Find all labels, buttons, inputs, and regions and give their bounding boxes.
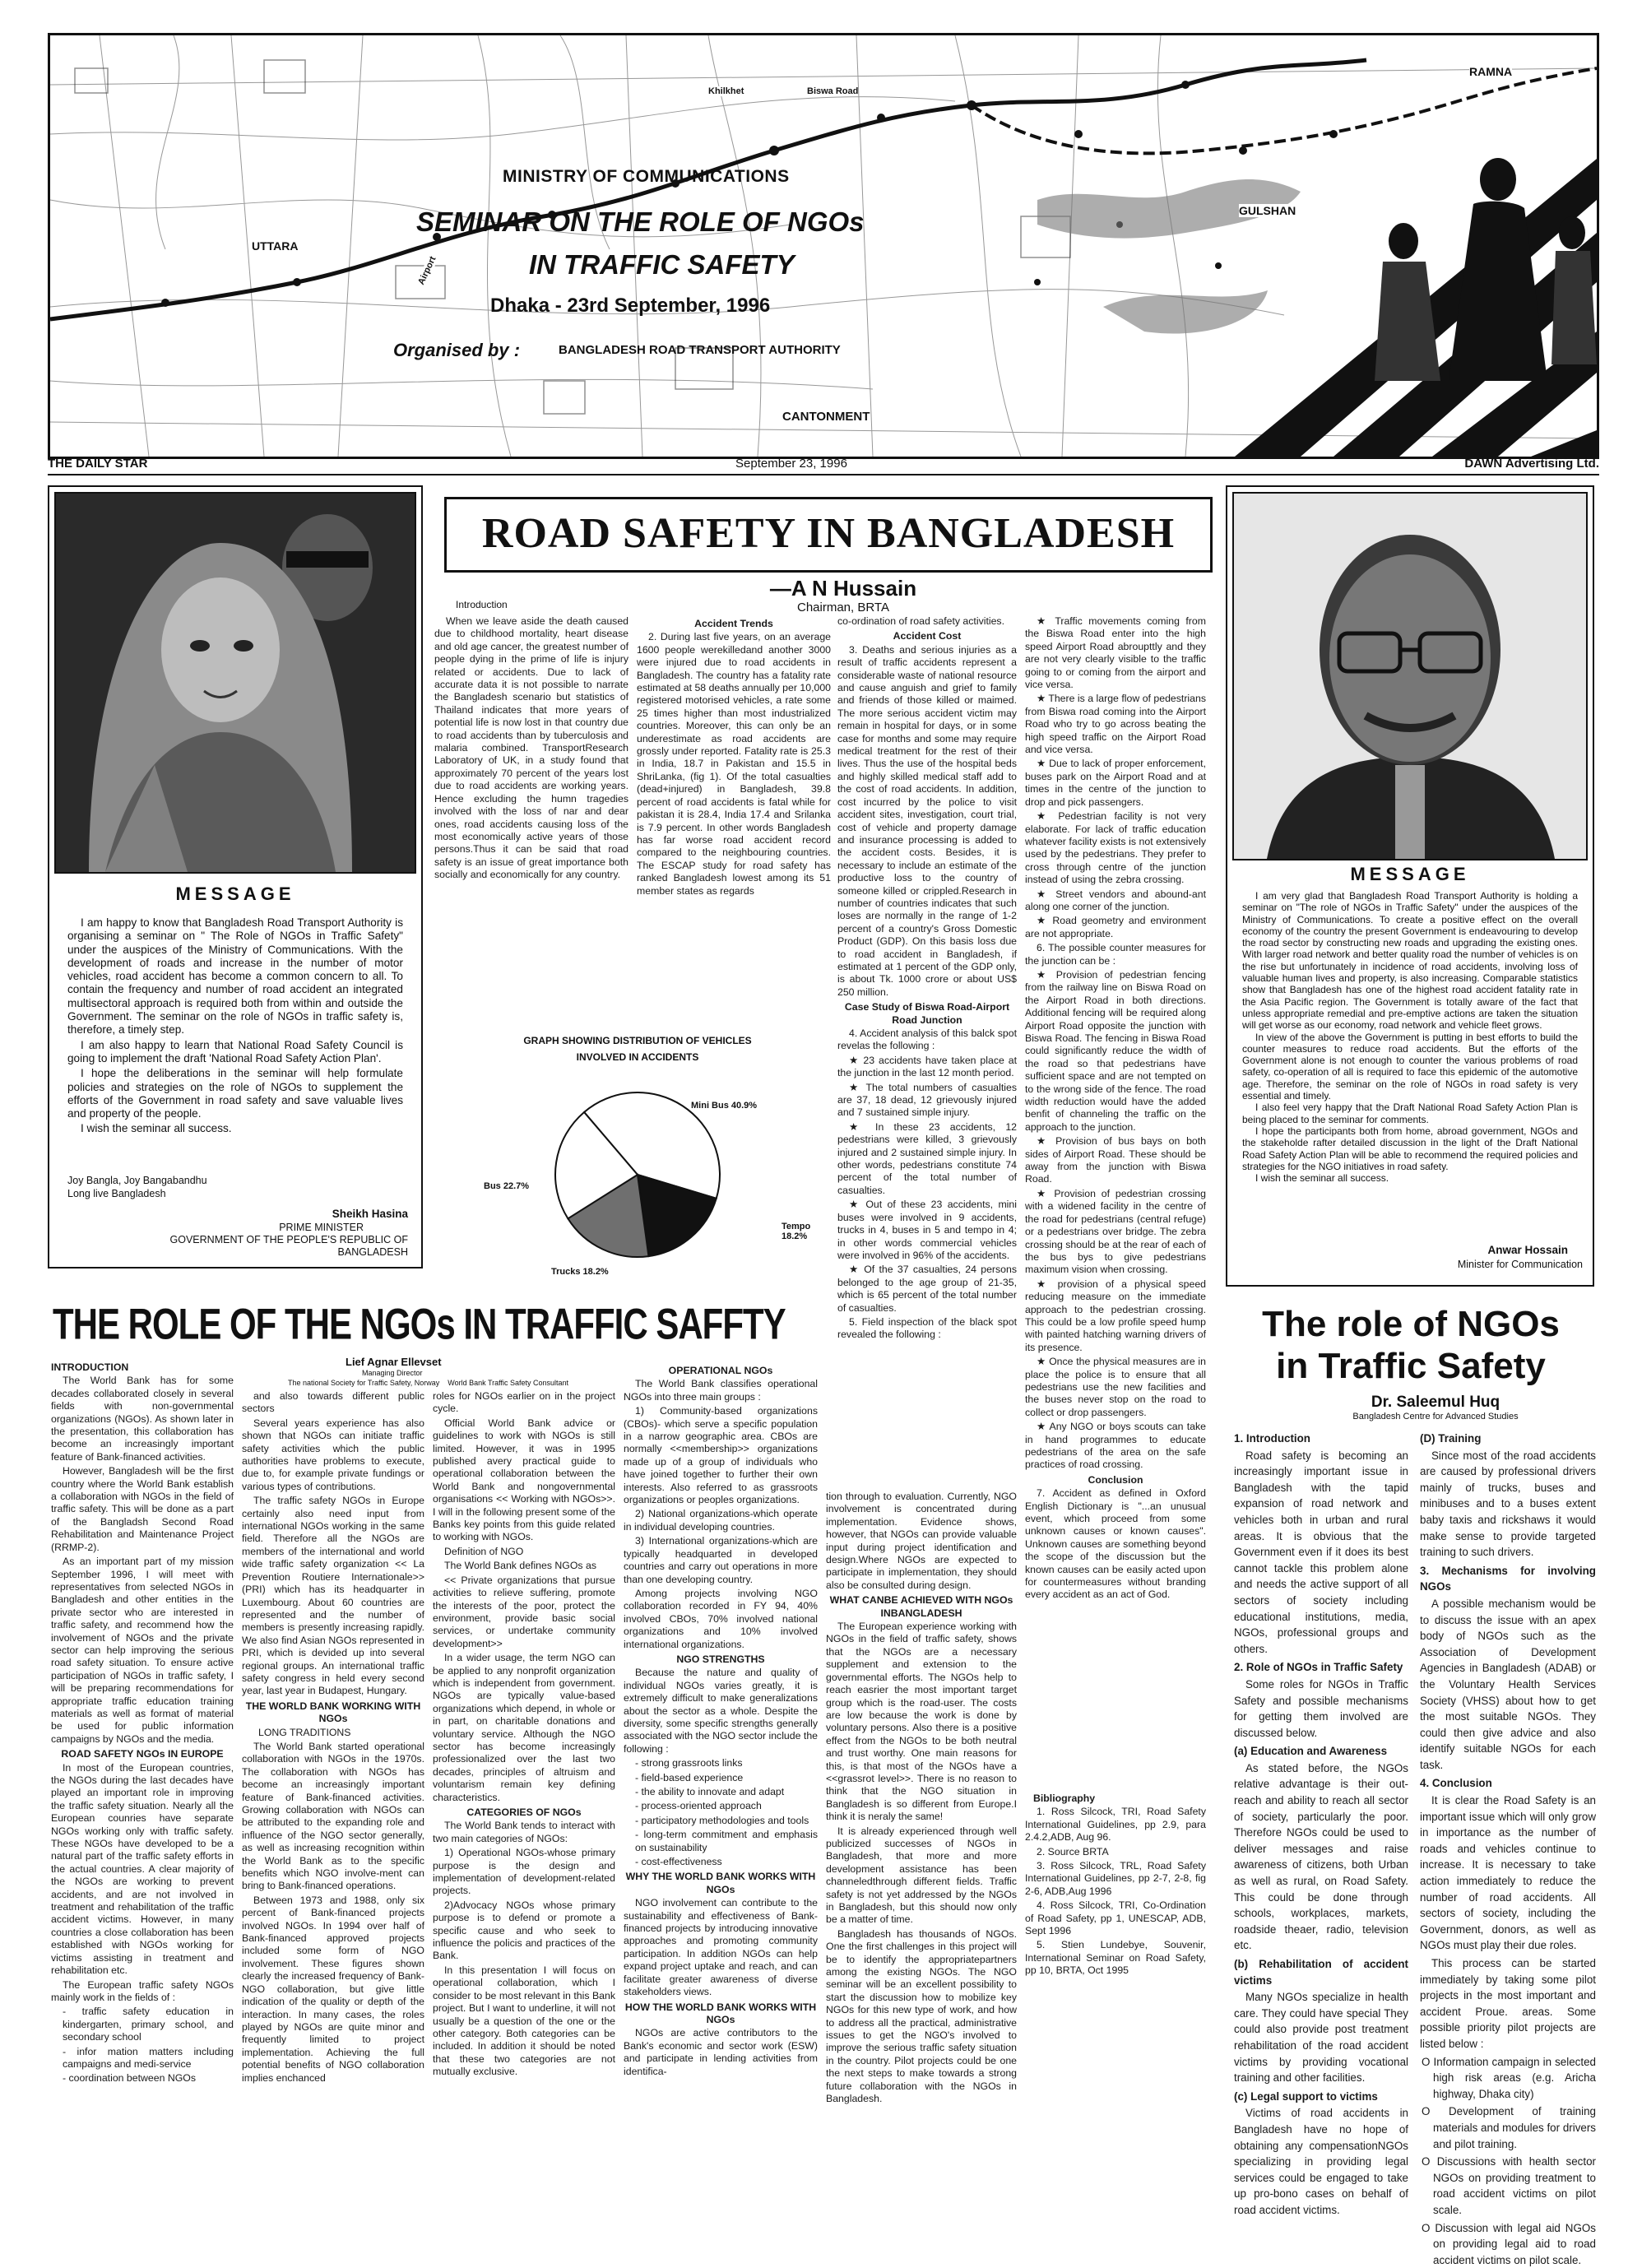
ngo-paragraph: 3) International organizations-which are typically headquarted in developed countries and carry out operations in more than one developing country. bbox=[624, 1535, 818, 1586]
seminar-banner bbox=[48, 33, 1599, 459]
minister-paragraph: In view of the above the Government is putting in best efforts to build the counter measures to reduce road accidents. But the efforts of the Government alone is not enough to counter the various problems of road safety, co-operation of all is required to face this epidemic of the automotive age. Therefore, the seminar on the role of NGOs in road safety is very essential and timely. bbox=[1242, 1032, 1578, 1102]
rs-paragraph: The European experience working with NGOs in the field of traffic safety, shows that the NGOs are a necessary supplement and extension to the governmental efforts. The NGOs help to reach easrier the most important target group which is the road-user. The costs are low because the work is done by voluntary persons. Also there is a positive effect from the NGOs to be both neutral and trust worthy. One main reasons for this, is that most of the NGOs have a <<grassrot level>>. There is no reason to think that the NGO situation in Bangladesh is so different from Europe.I think it is neraly the same! bbox=[826, 1621, 1017, 1824]
ngo-paragraph: The traffic safety NGOs in Europe certainly also need input from international NGOs working in the same field. Therefore all the NGOs are members of the international and world wide traffic safety organization << La Prevention Routiere Internationale>> (PRI) which has its headquarter in Luxembourg. About 60 countries are represented and the number of members is presently increasing rapidly. We also find Asian NGOs represented in PRI, which is devided up into several regional groups. An international traffic safety congress in held every second year, last year in Budapest, Hungary. bbox=[242, 1495, 424, 1698]
rs-subhead: Conclusion bbox=[1025, 1474, 1206, 1486]
rs-paragraph: ★ provision of a physical speed reducing measure on the immediate approach to the pedestrian crossing. This could be a low profile speed hump with painted hatching warning drivers of its presence. bbox=[1025, 1278, 1206, 1354]
minister-paragraph: I am very glad that Bangladesh Road Transport Authority is holding a seminar on "The role of NGOs in Traffic Safety" under the auspices of the Ministry of Communications. To create a positive effect on the overall economy of the country the present Government is endeavouring to develop the road sector by constructing new roads and upgrading the existing ones. With larger road network and better quality road the number of vehicles is on the rise but unfortunately in incidence of road accidents, involving loss of valuable human lives and property, is also increasing. Comparable statistics show that Bangladesh has one of the highest road accident fatality rate in the Asia Pacific region. The Government is totally aware of the fact that unless appropriate remedial and pre-emptive actions are taken the situation will get worse as our economy, road network and vehicle fleet grows. bbox=[1242, 890, 1578, 1032]
ngo-subhead: HOW THE WORLD BANK WORKS WITH NGOs bbox=[624, 2001, 818, 2027]
rs-paragraph: ★ Provision of pedestrian crossing with a widened facility in the centre of the road for pedestrians (central refuge) or a pedestrians over bridge. The zebra crossing should be at the rear of each of the bus bys to give pedestrians maximum vision when crossing. bbox=[1025, 1188, 1206, 1277]
rs-paragraph: ★ Pedestrian facility is not very elaborate. For lack of traffic education whatever facility exists is not extensively used by the pedestrians. They prefer to cross through centre of the junction instead of using the zebra crossing. bbox=[1025, 810, 1206, 886]
rs-paragraph: ★ There is a large flow of pedestrians from Biswa road coming into the Airport Road who try to go across beating the high speed traffic on the Airport Road and vice versa. bbox=[1025, 693, 1206, 756]
huq-title-2: in Traffic Safety bbox=[1218, 1346, 1604, 1387]
huq-col-2 bbox=[1420, 1428, 1596, 2244]
ngo-col-3 bbox=[433, 1390, 615, 2244]
ngo-paragraph: Between 1973 and 1988, only six percent of Bank-financed projects involved NGOs. In 1994 over half of Bank-financed approved projects included some form of NGO involvement. These figures shown clearly the increased frequency of Bank-NGO collaboration, but give little indication of the quality or depth of the interaction. In many cases, the roles played by NGOs are quite minor and frequently limited to project implementation. Achieving the full potential benefits of NGO collaboration implies enchanced bbox=[242, 1895, 424, 2085]
minister-title: Minister for Communication bbox=[1458, 1259, 1583, 1271]
vehicle-distribution-chart bbox=[444, 888, 831, 1283]
rs-subhead: Accident Cost bbox=[837, 630, 1017, 642]
huq-subhead: (c) Legal support to victims bbox=[1234, 2089, 1408, 2105]
pie-label-trucks: Trucks 18.2% bbox=[551, 1267, 609, 1277]
huq-subhead: (D) Training bbox=[1420, 1431, 1596, 1447]
rs-paragraph: ★ Once the physical measures are in place the police is to ensure that all pedestrians use the new facilities and the buses never stop on the road to collect or drop passengers. bbox=[1025, 1356, 1206, 1419]
ngo-paragraph: Definition of NGO bbox=[433, 1546, 615, 1558]
rs-biblio-item: 4. Ross Silcock, TRI, Co-Ordination of Road Safety, pp 1, UNESCAP, ADB, Sept 1996 bbox=[1025, 1899, 1206, 1937]
map-label-biswa-road: Biswa Road bbox=[807, 86, 858, 96]
ngo-subhead: ROAD SAFETY NGOs IN EUROPE bbox=[51, 1748, 234, 1760]
huq-paragraph: Many NGOs specialize in health care. They could have special They could also provide post treatment rehabilitation of the road accident victims by providing vocational training and other facilities. bbox=[1234, 1989, 1408, 2086]
ngo-paragraph: Official World Bank advice or guidelines to work with NGOs is still limited. However, it was in 1995 published avery practical guide to operational collaboration between the World Bank and nongovernmental organisations << Working with NGOs>>. I will in the following present some of the Banks key points from this guide related to working with NGOs. bbox=[433, 1417, 615, 1544]
strip-rule bbox=[48, 474, 1599, 475]
rs-paragraph: ★ Of the 37 casualties, 24 persons belonged to the age group of 21-35, which is 65 percent of the total number of casualties. bbox=[837, 1264, 1017, 1315]
chart-subtitle: INVOLVED IN ACCIDENTS bbox=[444, 1051, 831, 1063]
pm-title-2: GOVERNMENT OF THE PEOPLE'S REPUBLIC OF bbox=[170, 1234, 408, 1246]
huq-affiliation: Bangladesh Centre for Advanced Studies bbox=[1283, 1412, 1588, 1422]
ngo-paragraph: The World Bank tends to interact with two main categories of NGOs: bbox=[433, 1820, 615, 1845]
publication-date: September 23, 1996 bbox=[735, 457, 847, 471]
minister-message-heading: MESSAGE bbox=[1227, 864, 1593, 885]
pm-paragraph: I wish the seminar all success. bbox=[67, 1122, 403, 1135]
ngo-paragraph: The World Bank started operational collaboration with NGOs in the 1970s. The collaboration with NGOs has become an increasingly important feature of Bank-financed activities. Growing collaboration with NGOs can be attributed to the expanding role and influence of the NGO sector generally, as well as increasing recognition within the World Bank as to the specific benefits which NGO involve-ment can bring to Bank-financed operations. bbox=[242, 1741, 424, 1893]
ngo-author-role: Managing Director bbox=[362, 1369, 423, 1377]
rs-subhead: Bibliography bbox=[1025, 1793, 1206, 1805]
huq-list-item: O Discussion with legal aid NGOs on providing legal aid to road accident victims on pilot scale. bbox=[1420, 2220, 1596, 2268]
huq-paragraph: It is clear the Road Safety is an important issue which will only grow in importance as the number of roads and vehicles continue to increase. It is necessary to take action immediately to reduce the number of road accidents. All sectors of society, including the Government, donors, as well as NGOs must play their due roles. bbox=[1420, 1793, 1596, 1954]
huq-paragraph: Victims of road accidents in Bangladesh have no hope of obtaining any compensationNGOs specializing in providing legal services could be engaged to take up pro-bono cases on behalf of road accident victims. bbox=[1234, 2105, 1408, 2218]
pie-label-mini-bus: Mini Bus 40.9% bbox=[691, 1101, 757, 1111]
map-label-airport: Airport bbox=[416, 255, 438, 286]
road-safety-author-role: Chairman, BRTA bbox=[691, 601, 995, 615]
pm-message-body bbox=[67, 916, 403, 1138]
ngo-col-2 bbox=[242, 1390, 424, 2244]
ngo-subhead: THE WORLD BANK WORKING WITH NGOs bbox=[242, 1700, 424, 1726]
ngo-paragraph: - traffic safety education in kindergarten, primary school, and secondary school bbox=[51, 2006, 234, 2043]
ngo-paragraph: 1) Operational NGOs-whose primary purpose is the design and implementation of development-related projects. bbox=[433, 1847, 615, 1898]
pm-signer: Sheikh Hasina bbox=[332, 1208, 408, 1220]
huq-paragraph: As stated before, the NGOs relative advantage is their out-reach and ability to reach all sector of society, particularly the poor. Therefore NGOs could be used to deliver messages and raise awareness of citizens, both Urban as well as rural, on Road Safety. This could be done through schools, workplaces, markets, roadside theaer, radio, television etc. bbox=[1234, 1760, 1408, 1954]
publication-strip bbox=[48, 455, 1599, 473]
banner-organised-by: Organised by : bbox=[393, 340, 520, 361]
road-safety-col-1 bbox=[434, 615, 628, 883]
ngo-paragraph: Among projects involving NGO collaboration recorded in FY 94, 40% involved CBOs, 70% involved national organizations and 10% involved international organizations. bbox=[624, 1588, 818, 1651]
ngo-paragraph: and also towards different public sectors bbox=[242, 1390, 424, 1416]
ngo-paragraph: - participatory methodologies and tools bbox=[624, 1815, 818, 1827]
rs-subhead: Accident Trends bbox=[637, 618, 831, 630]
rs-paragraph: ★ In these 23 accidents, 12 pedestrians were killed, 3 grievously injured and 2 sustained simple injury. In other words, pedestrians constitute 74 percent of the total number of casualties. bbox=[837, 1121, 1017, 1197]
road-safety-col-4 bbox=[1025, 615, 1206, 1477]
ngo-paragraph: << Private organizations that pursue activities to relieve suffering, promote the interests of the poor, protect the environment, provide basic social services, or undertake community development>> bbox=[433, 1575, 615, 1650]
pm-paragraph: I am also happy to learn that National Road Safety Council is going to implement the draft 'National Road Safety Action Plan'. bbox=[67, 1039, 403, 1066]
ngo-paragraph: 1) Community-based organizations (CBOs)- which serve a specific population in a narrow geographic area. CBOs are normally <<membership>> organizations made up of a group of individuals who have joined together to further their own interests. Also referred to as grassroots organizations or peoples organizations. bbox=[624, 1405, 818, 1506]
map-label-uttara: UTTARA bbox=[252, 239, 299, 253]
rs-paragraph: tion through to evaluation. Currently, NGO involvement is concentrated during implementation. Evidence shows, however, that NGOs can provide valuable input during project identification and design.Where NGOs are expected to participate in implementation, they should also be consulted during design. bbox=[826, 1491, 1017, 1592]
road-safety-col-3 bbox=[837, 615, 1017, 1273]
ngo-subhead: NGO STRENGTHS bbox=[624, 1653, 818, 1666]
ngo-paragraph: NGO involvement can contribute to the sustainability and effectiveness of Bank-financed projects by introducing innovative approaches and promoting community participation. In addition NGOs can help expand project uptake and reach, and can facilitate greater awareness of diverse stakeholders views. bbox=[624, 1897, 818, 1998]
ngo-paragraph: - strong grassroots links bbox=[624, 1757, 818, 1769]
chart-title: GRAPH SHOWING DISTRIBUTION OF VEHICLES bbox=[444, 1035, 831, 1046]
ngo-paragraph: - coordination between NGOs bbox=[51, 2072, 234, 2085]
pm-title-3: BANGLADESH bbox=[338, 1246, 408, 1259]
banner-seminar-line1: SEMINAR ON THE ROLE OF NGOs bbox=[416, 206, 865, 238]
ngo-paragraph: The World Bank classifies operational NGOs into three main groups : bbox=[624, 1378, 818, 1403]
road-safety-col-2 bbox=[637, 615, 831, 883]
banner-organiser: BANGLADESH ROAD TRANSPORT AUTHORITY bbox=[559, 343, 841, 357]
road-safety-title: ROAD SAFETY IN BANGLADESH bbox=[447, 509, 1210, 558]
ngo-paragraph: As an important part of my mission September 1996, I will meet with representatives from selected NGOs in Bangladesh and other entities in the private sector who are interested in traffic safety, and recommend how the involvement of NGOs and the private sector can help improving the serious road safety situation. To ensure active participation of NGOs in traffic safety, I will be preparing recommendations for appropriate traffic education training materials as well as format of material be used for public information campaigns by NGOs and the media. bbox=[51, 1556, 234, 1746]
rs-paragraph: 4. Accident analysis of this balck spot revelas the following : bbox=[837, 1027, 1017, 1053]
huq-list-item: O Development of training materials and modules for drivers and pilot training. bbox=[1420, 2103, 1596, 2152]
ngo-subhead: INTRODUCTION bbox=[51, 1361, 234, 1374]
ngo-paragraph: In most of the European countries, the NGOs during the last decades have played an important role in improving the traffic safety situation. Nearly all the European counries have separate NGOs working only with traffic safety. These NGOs have developed to be a natural part of the traffic safety efforts in the actual countries. A clear majority of the NGOs are working to prevent accidents, and are not involved in treatment and rehabilitation of the traffic accident victims. However, in many countries a close collaboration has been established with NGOs working for victims assisting in treatment and rehabilitation etc. bbox=[51, 1762, 234, 1978]
rs-paragraph: ★ The total numbers of casualties are 37, 18 dead, 12 grievously injured and 7 sustained simple injury. bbox=[837, 1082, 1017, 1120]
road-safety-col-3-continued bbox=[826, 1491, 1017, 2244]
ngo-paragraph: In a wider usage, the term NGO can be applied to any nonprofit organization which is independent from government. NGOs are typically value-based organizations which depend, in whole or in part, on charitable donations and voluntary service. Although the NGO sector has become increasingly professionalized over the last two decades, principles of altruism and voluntarism remain key defining characteristics. bbox=[433, 1652, 615, 1804]
ngo-paragraph: - cost-effectiveness bbox=[624, 1856, 818, 1868]
ngo-paragraph: 2)Advocacy NGOs whose primary purpose is to defend or promote a specific cause and who seek to influence the policis and practices of the Bank. bbox=[433, 1899, 615, 1963]
map-label-gulshan: GULSHAN bbox=[1239, 204, 1296, 217]
banner-ministry: MINISTRY OF COMMUNICATIONS bbox=[503, 167, 790, 187]
rs-biblio-item: 2. Source BRTA bbox=[1025, 1846, 1206, 1858]
rs-paragraph: 3. Deaths and serious injuries as a result of traffic accidents represent a considerable waste of national resource and cause anguish and grief to family and friends of those killed or maimed. The more serious accident victim may remain in hospital for days, or in some case for months and some may require medical treatment for the rest of their lives. Thus the use of the hospital beds and highly skilled medical staff add to the cost of road accidents. In addition, cost incurred by the police to visit accident sites, investigation, court trial, cost of vehicle and property damage and insurance processing is added to the accident costs. Besides, it is necessary to include an estimate of the productive loss to the country of someone killed or crippled.Research in number of countries indicates that such loses are normally in the range of 1-2 percent of a country's Gross Domestic Product (GDP). On this basis loss due to road accident in Bangladesh, if estimated at 1 percent of the GDP only, is about Tk. 1000 crore or about US$ 250 million. bbox=[837, 644, 1017, 999]
huq-subhead: (a) Education and Awareness bbox=[1234, 1743, 1408, 1760]
newspaper-name: THE DAILY STAR bbox=[48, 457, 147, 471]
huq-subhead: 3. Mechanisms for involving NGOs bbox=[1420, 1563, 1596, 1595]
huq-list-item: O Information campaign in selected high risk areas (e.g. Aricha highway, Dhaka city) bbox=[1420, 2054, 1596, 2103]
rs-paragraph: Bangladesh has thousands of NGOs. One the first challenges in this project will be to identify the appropriatepartners among the existing NGOs. The NGO seminar will be an excellent possibility to start the discussion how to mobilize key NGOs for this new type of work, and how to address all the practical, administrative issues to get the NGO's involved to improve the serious traffic safety situation in the country. Pilot projects could be one the next steps to make towards a strong future collaboration with the NGOs in Bangladesh. bbox=[826, 1928, 1017, 2106]
huq-title-1: The role of NGOs bbox=[1218, 1304, 1604, 1345]
huq-author: Dr. Saleemul Huq bbox=[1283, 1394, 1588, 1412]
pm-closing-2: Long live Bangladesh bbox=[67, 1188, 166, 1200]
pm-paragraph: I am happy to know that Bangladesh Road Transport Authority is organising a seminar on " The Role of NGOs in Traffic Safety" under the auspices of the Ministry of Communications. With the development of roads and increase in the number of motor vehicles, road accident has become a common concern to all. To contain the frequency and number of road accident an integrated multisectoral approach is required both from within and outside the Government. The seminar on the role of NGOs in traffic safety is, therefore, a timely step. bbox=[67, 916, 403, 1037]
ngo-paragraph: The World Bank defines NGOs as bbox=[433, 1560, 615, 1572]
huq-subhead: 4. Conclusion bbox=[1420, 1775, 1596, 1792]
ngo-subhead: OPERATIONAL NGOs bbox=[624, 1365, 818, 1377]
road-safety-byline: —A N Hussain bbox=[691, 576, 995, 601]
huq-paragraph: A possible mechanism would be to discuss the issue with an apex body of NGOs such as the Association of Development Agencies in Bangladesh (ADAB) or the Voluntary Health Services Society (VHSS) about how to get the most suitable NGOs. They could then give advice and also identify suitable NGOs for each task. bbox=[1420, 1596, 1596, 1774]
pm-closing-1: Joy Bangla, Joy Bangabandhu bbox=[67, 1175, 207, 1187]
ngo-col-4 bbox=[624, 1362, 818, 2244]
huq-paragraph: Since most of the road accidents are caused by professional drivers mainly of trucks, buses and minibuses and to a buses extent baby taxis and rickshaws it would make sense to provide targeted training to such drivers. bbox=[1420, 1448, 1596, 1561]
ngo-subhead: WHY THE WORLD BANK WORKS WITH NGOs bbox=[624, 1871, 818, 1896]
banner-seminar-line2: IN TRAFFIC SAFETY bbox=[529, 249, 795, 281]
minister-signer: Anwar Hossain bbox=[1487, 1244, 1568, 1256]
ngo-paragraph: - the ability to innovate and adapt bbox=[624, 1786, 818, 1798]
rs-paragraph: 2. During last five years, on an average 1600 people werekilledand another 3000 were injured due to road accidents in Bangladesh. The country has a fatality rate estimated at 58 deaths annually per 10,000 registered motorised vehicles, a rate some 25 times higher than most industrialized countries. Moreover, this can only be an underestimate as road accidents are grossly under reported. Fatality rate is 25.3 in India, 18.7 in Pakistan and 15.5 in ShriLanka, (fig 1). Of the total casualties (dead+injured) in Bangladesh, 39.8 percent of road accidents is fatal while for pakistan it is 28.4, India 17.4 and Srilanka is 7.9 percent. In other words Bangladesh has far worse road accident record compared to the neighbouring countries. The ESCAP study for road safety has ranked Bangladesh lowest among its 51 member states as regards bbox=[637, 631, 831, 897]
ngo-paragraph: However, Bangladesh will be the first country where the World Bank establish a collaboration with NGOs in the field of traffic safety. This will be done as a part of the Bangladsh Second Road Rehabilitation and Maintenance Project (RRMP-2). bbox=[51, 1465, 234, 1554]
minister-paragraph: I wish the seminar all success. bbox=[1242, 1172, 1578, 1184]
pie-label-bus: Bus 22.7% bbox=[484, 1181, 529, 1191]
map-label-cantonment: CANTONMENT bbox=[782, 410, 870, 424]
rs-paragraph: 5. Field inspection of the black spot revealed the following : bbox=[837, 1316, 1017, 1342]
road-safety-title-box bbox=[444, 497, 1213, 573]
ngo-subhead: CATEGORIES OF NGOs bbox=[433, 1807, 615, 1819]
ngo-paragraph: The World Bank has for some decades collaborated closely in several fields with non-governmental organizations (NGOs). As shown later in the presentation, this collaboration has become an increasingly important feature of Bank-financed activities. bbox=[51, 1375, 234, 1463]
pm-paragraph: I hope the deliberations in the seminar will help formulate policies and strategies on the role of NGOs to supplement the efforts of the Government in road safety and save valuable lives and property of the people. bbox=[67, 1067, 403, 1120]
ngo-paragraph: The European traffic safety NGOs mainly work in the fields of : bbox=[51, 1979, 234, 2005]
minister-paragraph: I also feel very happy that the Draft National Road Safety Action Plan is being placed to the seminar for comments. bbox=[1242, 1102, 1578, 1125]
rs-paragraph: ★ Street vendors and abound-ant along one corner of the junction. bbox=[1025, 888, 1206, 914]
huq-subhead: (b) Rehabilitation of accident victims bbox=[1234, 1956, 1408, 1988]
road-safety-intro-label: Introduction bbox=[456, 599, 508, 610]
rs-biblio-item: 3. Ross Silcock, TRL, Road Safety International Guidelines, pp 2-7, 2-8, fig 2-6, ADB,Aug 1996 bbox=[1025, 1860, 1206, 1898]
rs-biblio-item: 5. Stien Lundebye, Souvenir, International Seminar on Road Safety, pp 10, BRTA, Oct 1995 bbox=[1025, 1939, 1206, 1977]
ngo-affiliation: The national Society for Traffic Safety, Norway World Bank Traffic Safety Consultant bbox=[288, 1379, 568, 1387]
rs-subhead: Case Study of Biswa Road-Airport Road Junction bbox=[837, 1001, 1017, 1027]
map-label-khilkhet: Khilkhet bbox=[708, 86, 744, 96]
ngo-paragraph: LONG TRADITIONS bbox=[242, 1727, 424, 1739]
minister-message-box bbox=[1226, 485, 1594, 1287]
rs-paragraph: 6. The possible counter measures for the junction can be : bbox=[1025, 942, 1206, 967]
ngo-paragraph: - field-based experience bbox=[624, 1772, 818, 1784]
rs-paragraph: ★ Out of these 23 accidents, mini buses were involved in 9 accidents, trucks in 4, buses in 5 and tempo in 4; in other words commercial vehicles were involved in 96% of the accidents. bbox=[837, 1199, 1017, 1262]
minister-portrait bbox=[1232, 492, 1588, 860]
rs-paragraph: co-ordination of road safety activities. bbox=[837, 615, 1017, 628]
pm-message-box bbox=[48, 485, 423, 1269]
ngo-paragraph: NGOs are active contributors to the Bank's economic and sector work (ESW) and participate in lending activities from identifica- bbox=[624, 2027, 818, 2078]
pie-label-tempo: Tempo 18.2% bbox=[782, 1222, 831, 1241]
ngo-author: Lief Agnar Ellevset bbox=[346, 1356, 442, 1368]
pm-title-1: PRIME MINISTER bbox=[279, 1222, 364, 1234]
huq-subhead: 2. Role of NGOs in Traffic Safety bbox=[1234, 1659, 1408, 1676]
huq-paragraph: Some roles for NGOs in Traffic Safety and possible mechanisms for getting them involved are discussed below. bbox=[1234, 1677, 1408, 1741]
ngo-paragraph: - process-oriented approach bbox=[624, 1800, 818, 1812]
rs-paragraph: ★ Road geometry and environment are not appropriate. bbox=[1025, 915, 1206, 940]
rs-paragraph: ★ Due to lack of proper enforcement, buses park on the Airport Road and at times in the centre of the junction to drop and pick passengers. bbox=[1025, 758, 1206, 809]
rs-paragraph: ★ 23 accidents have taken place at the junction in the last 12 month period. bbox=[837, 1055, 1017, 1080]
pm-portrait bbox=[54, 492, 416, 874]
rs-paragraph: It is already experienced through well publicized successes of NGOs in Bangladesh, that more and more development assistance has been channeledthrough different fields. Traffic safety is not yet addressed by the NGOs in Bangladesh, but this should now only be a matter of time. bbox=[826, 1825, 1017, 1927]
rs-paragraph: When we leave aside the death caused due to childhood mortality, heart disease and old age cancer, the greatest number of people dying in the prime of life is injury related or accidents. Due to lack of accurate data it is not possible to narrate the Bangladesh scenario but statistics of Thailand indicates that more years of potential life is now lost in that country due to road accidents than by tuberculosis and malaria combined. TransportResearch Laboratory of UK, in a study found that approximately 70 percent of the years lost due to road accidents are working years. Hence excluding the humn tragedies involved with the loss of nar and dear ones, road accidents causing loss of the most economically active years of those persons.Thus it can be said that road safety is an issue of great importance both socially and economically for any country. bbox=[434, 615, 628, 882]
rs-paragraph: ★ Provision of bus bays on both sides of Airport Road. These should be away from the junction with Biswa Road. bbox=[1025, 1135, 1206, 1186]
pm-message-heading: MESSAGE bbox=[49, 884, 421, 905]
rs-paragraph: ★ Provision of pedestrian fencing from the railway line on Biswa Road on the Airport Road in both directions. Additional fencing will be required along Airport Road opposite the junction with Biswa Road. The fencing in Biswa Road could significantly reduce the width of the road so that pedestrians have sufficient space and are not tempted on to the wrong side of the fence. The road width reduction would have the added benfit of channeling the traffic on the approach to the junction. bbox=[1025, 969, 1206, 1134]
ngo-col-1 bbox=[51, 1359, 234, 2244]
advertiser-name: DAWN Advertising Ltd. bbox=[1464, 457, 1599, 471]
ngo-paragraph: roles for NGOs earlier on in the project cycle. bbox=[433, 1390, 615, 1416]
huq-list-item: O Discussions with health sector NGOs on providing treatment to road accident victims on pilot scale. bbox=[1420, 2154, 1596, 2218]
rs-biblio-item: 1. Ross Silcock, TRI, Road Safety International Guidelines, pp 2.9, para 2.4.2,ADB, Aug 96. bbox=[1025, 1806, 1206, 1844]
ngo-paragraph: - long-term commitment and emphasis on sustainability bbox=[624, 1829, 818, 1854]
ngo-paragraph: - infor mation matters including campaigns and medi-service bbox=[51, 2046, 234, 2071]
minister-paragraph: I hope the participants both from home, abroad government, NGOs and the stakeholde rafter detailed discussion in the light of the Draft National Road Safety Action Plan will be able to recommend the required policies and strategies for the NGO initiatives in road safety. bbox=[1242, 1125, 1578, 1172]
banner-dateline: Dhaka - 23rd September, 1996 bbox=[490, 295, 770, 318]
huq-subhead: 1. Introduction bbox=[1234, 1431, 1408, 1447]
ngo-article-title: THE ROLE OF THE NGOs IN TRAFFIC SAFFTY bbox=[53, 1300, 842, 1349]
rs-subhead: WHAT CANBE ACHIEVED WITH NGOs INBANGLADESH bbox=[826, 1594, 1017, 1620]
huq-paragraph: Road safety is becoming an increasingly important issue in Bangladesh with the tapid expansion of road network and vehicles both in urban and rural areas. It is obvious that the Government even if it does its best cannot tackle this problem alone and needs the active support of all sectors of society including educational institutions, media, NGOs, professional groups and others. bbox=[1234, 1448, 1408, 1658]
map-label-ramna: RAMNA bbox=[1469, 65, 1512, 78]
ngo-paragraph: In this presentation I will focus on operational collaboration, which I consider to be most relevant in this Bank project. But I want to underline, it will not usually be a question of the one or the other category. Both categories can be included. In addition it should be noted that these two categories are not mutually exclusive. bbox=[433, 1964, 615, 2079]
minister-message-body bbox=[1242, 890, 1578, 1184]
rs-paragraph: ★ Traffic movements coming from the Biswa Road enter into the high speed Airport Road abroupttly and they are not very clearly visible to the traffic going to or coming from the airport and vice versa. bbox=[1025, 615, 1206, 691]
pie-chart-svg bbox=[444, 1078, 831, 1267]
huq-col-1 bbox=[1234, 1428, 1408, 2244]
ngo-paragraph: Several years experience has also shown that NGOs can initiate traffic safety activities which the public authorities have problems to execute, due to, for example private fundings or various types of contributions. bbox=[242, 1417, 424, 1493]
road-safety-bibliography bbox=[1025, 1790, 1206, 2070]
ngo-paragraph: Because the nature and quality of individual NGOs varies greatly, it is extremely difficult to make generalizations about the sector as a whole. Despite the diversity, some specific strengths generally associated with the NGO sector include the following : bbox=[624, 1667, 818, 1755]
rs-paragraph: ★ Any NGO or boys scouts can take in hand programmes to educate pedestrians of the area on the safe practices of road crossing. bbox=[1025, 1421, 1206, 1472]
ngo-paragraph: 2) National organizations-which operate in individual developing countries. bbox=[624, 1508, 818, 1533]
huq-paragraph: This process can be started immediately by taking some pilot projects in the most important and accident Proue. areas. Some possible priority pilot projects are listed below : bbox=[1420, 1955, 1596, 2052]
rs-paragraph: 7. Accident as defined in Oxford English Dictionary is "...an unusual event, which proceed from some unknown causes or known causes". Unknown causes are something beyond the scope of the discussion but the known causes can be easily acted upon for countermeasures without branding every accident as an act of God. bbox=[1025, 1487, 1206, 1602]
